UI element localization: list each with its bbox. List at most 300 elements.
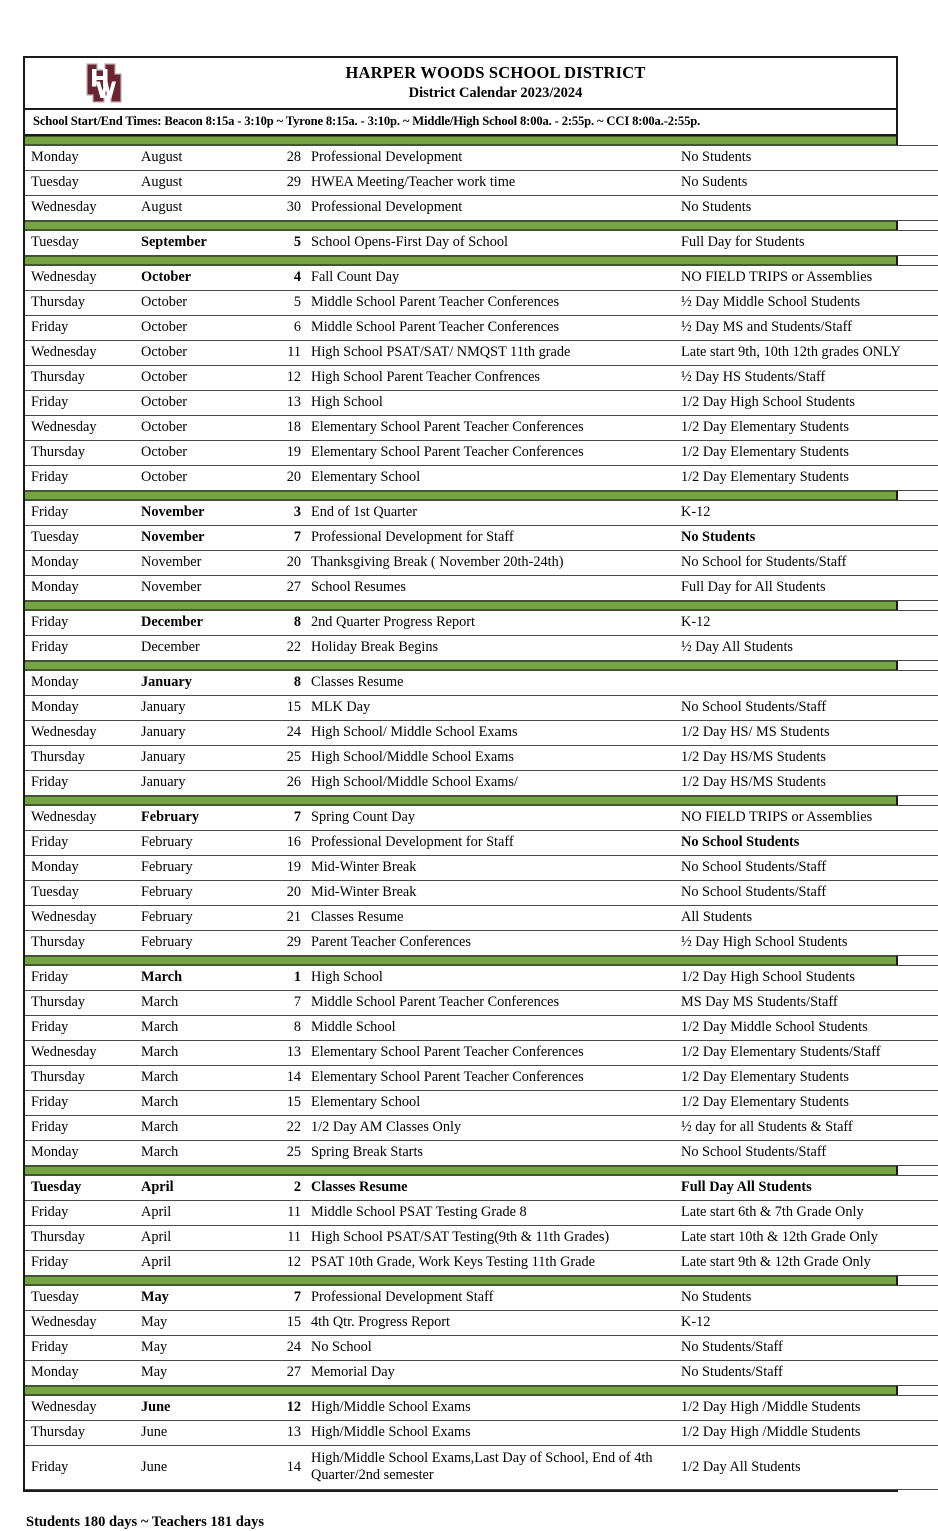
table-row	[25, 291, 938, 316]
cell-date: 20	[250, 881, 305, 906]
cell-note: 1/2 Day Elementary Students	[675, 466, 938, 491]
cell-date: 4	[250, 266, 305, 291]
cell-date: 22	[250, 636, 305, 661]
table-row	[25, 416, 938, 441]
cell-event: Middle School Parent Teacher Conferences	[305, 291, 675, 316]
cell-note: ½ day for all Students & Staff	[675, 1116, 938, 1141]
cell-event: No School	[305, 1336, 675, 1361]
cell-day: Thursday	[25, 991, 135, 1016]
cell-day: Tuesday	[25, 1286, 135, 1311]
cell-date: 11	[250, 341, 305, 366]
cell-note: NO FIELD TRIPS or Assemblies	[675, 266, 938, 291]
table-row	[25, 1226, 938, 1251]
cell-date: 14	[250, 1066, 305, 1091]
cell-event: Thanksgiving Break ( November 20th-24th)	[305, 551, 675, 576]
cell-event: 2nd Quarter Progress Report	[305, 611, 675, 636]
cell-month: October	[135, 316, 250, 341]
cell-day: Tuesday	[25, 1176, 135, 1201]
cell-month: October	[135, 441, 250, 466]
cell-month: February	[135, 806, 250, 831]
month-table-february	[25, 805, 938, 956]
district-title: HARPER WOODS SCHOOL DISTRICT	[345, 62, 646, 82]
cell-event: High School/Middle School Exams/	[305, 771, 675, 796]
cell-event: Elementary School Parent Teacher Conferences	[305, 1066, 675, 1091]
cell-date: 19	[250, 441, 305, 466]
cell-note: 1/2 Day High /Middle Students	[675, 1421, 938, 1446]
table-row	[25, 1286, 938, 1311]
cell-note: No School Students/Staff	[675, 1141, 938, 1166]
cell-date: 25	[250, 1141, 305, 1166]
cell-event: Middle School Parent Teacher Conferences	[305, 991, 675, 1016]
cell-date: 3	[250, 501, 305, 526]
cell-day: Wednesday	[25, 1311, 135, 1336]
cell-day: Monday	[25, 696, 135, 721]
cell-day: Wednesday	[25, 906, 135, 931]
cell-day: Monday	[25, 146, 135, 171]
month-divider-february	[25, 796, 896, 805]
cell-event: Classes Resume	[305, 671, 675, 696]
cell-month: June	[135, 1396, 250, 1421]
cell-note: 1/2 Day HS/ MS Students	[675, 721, 938, 746]
cell-date: 13	[250, 1041, 305, 1066]
cell-month: March	[135, 1116, 250, 1141]
cell-day: Friday	[25, 501, 135, 526]
cell-date: 11	[250, 1201, 305, 1226]
cell-note: 1/2 Day All Students	[675, 1446, 938, 1490]
cell-date: 8	[250, 1016, 305, 1041]
cell-date: 18	[250, 416, 305, 441]
cell-event: High School	[305, 966, 675, 991]
table-row	[25, 1311, 938, 1336]
cell-month: November	[135, 501, 250, 526]
cell-event: Memorial Day	[305, 1361, 675, 1386]
cell-month: August	[135, 196, 250, 221]
month-divider-september	[25, 221, 896, 230]
cell-month: June	[135, 1421, 250, 1446]
cell-day: Friday	[25, 966, 135, 991]
table-row	[25, 501, 938, 526]
cell-event: Spring Break Starts	[305, 1141, 675, 1166]
cell-note: No Students/Staff	[675, 1361, 938, 1386]
cell-note: No Students	[675, 196, 938, 221]
cell-day: Wednesday	[25, 1396, 135, 1421]
cell-day: Thursday	[25, 1226, 135, 1251]
cell-month: January	[135, 771, 250, 796]
cell-date: 13	[250, 391, 305, 416]
table-row	[25, 856, 938, 881]
month-table-december	[25, 610, 938, 661]
month-table-march	[25, 965, 938, 1166]
table-row	[25, 881, 938, 906]
cell-note: 1/2 Day HS/MS Students	[675, 746, 938, 771]
cell-day: Wednesday	[25, 416, 135, 441]
cell-note: Full Day for All Students	[675, 576, 938, 601]
cell-event: Professional Development	[305, 146, 675, 171]
cell-month: March	[135, 1066, 250, 1091]
table-row	[25, 1116, 938, 1141]
cell-month: August	[135, 146, 250, 171]
school-times-bar: School Start/End Times: Beacon 8:15a - 3:10p ~ Tyrone 8:15a. - 3:10p. ~ Middle/High School 8:00a. - 2:55p. ~ CCI 8:00a.-2:55p.	[25, 110, 896, 136]
table-row	[25, 906, 938, 931]
month-divider-october	[25, 256, 896, 265]
cell-date: 24	[250, 1336, 305, 1361]
table-row	[25, 1421, 938, 1446]
table-row	[25, 266, 938, 291]
table-row	[25, 1361, 938, 1386]
cell-note: MS Day MS Students/Staff	[675, 991, 938, 1016]
table-row	[25, 526, 938, 551]
cell-date: 8	[250, 671, 305, 696]
cell-event: Elementary School	[305, 1091, 675, 1116]
month-table-april	[25, 1175, 938, 1276]
table-row	[25, 551, 938, 576]
cell-event: High/Middle School Exams,Last Day of School, End of 4th Quarter/2nd semester	[305, 1446, 675, 1490]
cell-note: No Students	[675, 526, 938, 551]
cell-day: Tuesday	[25, 231, 135, 256]
month-table-october	[25, 265, 938, 491]
cell-date: 15	[250, 696, 305, 721]
cell-note: ½ Day MS and Students/Staff	[675, 316, 938, 341]
days-summary-footer: Students 180 days ~ Teachers 181 days	[26, 1514, 264, 1530]
cell-event: High School Parent Teacher Confrences	[305, 366, 675, 391]
cell-day: Friday	[25, 1016, 135, 1041]
cell-day: Wednesday	[25, 806, 135, 831]
cell-note: 1/2 Day High School Students	[675, 966, 938, 991]
cell-date: 19	[250, 856, 305, 881]
cell-date: 20	[250, 466, 305, 491]
cell-date: 5	[250, 231, 305, 256]
cell-date: 7	[250, 991, 305, 1016]
cell-note: No School Students	[675, 831, 938, 856]
cell-day: Wednesday	[25, 1041, 135, 1066]
cell-day: Monday	[25, 1361, 135, 1386]
cell-date: 7	[250, 526, 305, 551]
cell-note: 1/2 Day High School Students	[675, 391, 938, 416]
cell-month: February	[135, 831, 250, 856]
cell-day: Thursday	[25, 441, 135, 466]
table-row	[25, 611, 938, 636]
cell-day: Friday	[25, 1116, 135, 1141]
cell-date: 20	[250, 551, 305, 576]
month-divider-june	[25, 1386, 896, 1395]
cell-day: Thursday	[25, 366, 135, 391]
cell-day: Wednesday	[25, 196, 135, 221]
cell-event: Elementary School	[305, 466, 675, 491]
cell-day: Friday	[25, 316, 135, 341]
cell-month: March	[135, 991, 250, 1016]
cell-date: 28	[250, 146, 305, 171]
table-row	[25, 636, 938, 661]
cell-event: High/Middle School Exams	[305, 1421, 675, 1446]
cell-date: 29	[250, 931, 305, 956]
table-row	[25, 466, 938, 491]
cell-month: October	[135, 466, 250, 491]
cell-event: High/Middle School Exams	[305, 1396, 675, 1421]
month-divider-december	[25, 601, 896, 610]
cell-day: Friday	[25, 636, 135, 661]
cell-note: 1/2 Day Middle School Students	[675, 1016, 938, 1041]
cell-event: High School PSAT/SAT Testing(9th & 11th Grades)	[305, 1226, 675, 1251]
month-divider-january	[25, 661, 896, 670]
cell-note: ½ Day High School Students	[675, 931, 938, 956]
cell-day: Thursday	[25, 931, 135, 956]
cell-event: Mid-Winter Break	[305, 881, 675, 906]
table-row	[25, 1251, 938, 1276]
cell-month: November	[135, 551, 250, 576]
table-row	[25, 831, 938, 856]
cell-note: ½ Day HS Students/Staff	[675, 366, 938, 391]
cell-event: PSAT 10th Grade, Work Keys Testing 11th Grade	[305, 1251, 675, 1276]
cell-month: October	[135, 291, 250, 316]
table-row	[25, 316, 938, 341]
cell-note: No Students/Staff	[675, 1336, 938, 1361]
calendar-groups	[25, 136, 901, 1490]
table-row	[25, 746, 938, 771]
cell-month: February	[135, 856, 250, 881]
cell-month: November	[135, 576, 250, 601]
cell-note: ½ Day Middle School Students	[675, 291, 938, 316]
cell-day: Wednesday	[25, 721, 135, 746]
cell-date: 11	[250, 1226, 305, 1251]
cell-day: Friday	[25, 391, 135, 416]
cell-month: December	[135, 611, 250, 636]
cell-date: 27	[250, 1361, 305, 1386]
cell-date: 12	[250, 1396, 305, 1421]
cell-month: April	[135, 1226, 250, 1251]
cell-event: School Opens-First Day of School	[305, 231, 675, 256]
cell-date: 14	[250, 1446, 305, 1490]
cell-month: March	[135, 1041, 250, 1066]
cell-event: Elementary School Parent Teacher Conferences	[305, 1041, 675, 1066]
calendar-subtitle: District Calendar 2023/2024	[408, 85, 583, 102]
cell-month: August	[135, 171, 250, 196]
cell-note: 1/2 Day Elementary Students/Staff	[675, 1041, 938, 1066]
cell-date: 21	[250, 906, 305, 931]
cell-event: Professional Development	[305, 196, 675, 221]
cell-month: May	[135, 1286, 250, 1311]
cell-note: Late start 9th & 12th Grade Only	[675, 1251, 938, 1276]
cell-date: 5	[250, 291, 305, 316]
cell-note: No Students	[675, 1286, 938, 1311]
cell-date: 30	[250, 196, 305, 221]
cell-note: Late start 6th & 7th Grade Only	[675, 1201, 938, 1226]
cell-note: No School for Students/Staff	[675, 551, 938, 576]
cell-note: NO FIELD TRIPS or Assemblies	[675, 806, 938, 831]
cell-event: 4th Qtr. Progress Report	[305, 1311, 675, 1336]
cell-note: No Students	[675, 146, 938, 171]
cell-note: No School Students/Staff	[675, 696, 938, 721]
table-row	[25, 1066, 938, 1091]
cell-note: 1/2 Day Elementary Students	[675, 441, 938, 466]
table-row	[25, 991, 938, 1016]
cell-day: Friday	[25, 771, 135, 796]
cell-note: 1/2 Day Elementary Students	[675, 416, 938, 441]
table-row	[25, 1201, 938, 1226]
month-divider-march	[25, 956, 896, 965]
cell-month: December	[135, 636, 250, 661]
cell-month: January	[135, 696, 250, 721]
cell-event: Classes Resume	[305, 906, 675, 931]
cell-day: Monday	[25, 1141, 135, 1166]
cell-note: No Sudents	[675, 171, 938, 196]
table-row	[25, 1176, 938, 1201]
cell-event: Mid-Winter Break	[305, 856, 675, 881]
cell-month: November	[135, 526, 250, 551]
cell-day: Monday	[25, 671, 135, 696]
cell-day: Friday	[25, 1201, 135, 1226]
cell-date: 29	[250, 171, 305, 196]
month-table-may	[25, 1285, 938, 1386]
cell-note: Full Day for Students	[675, 231, 938, 256]
table-row	[25, 1446, 938, 1490]
cell-month: October	[135, 366, 250, 391]
cell-day: Monday	[25, 576, 135, 601]
cell-day: Friday	[25, 1091, 135, 1116]
cell-month: April	[135, 1176, 250, 1201]
cell-day: Friday	[25, 1446, 135, 1490]
cell-date: 6	[250, 316, 305, 341]
cell-month: January	[135, 746, 250, 771]
table-row	[25, 771, 938, 796]
table-row	[25, 341, 938, 366]
table-row	[25, 1016, 938, 1041]
cell-date: 12	[250, 366, 305, 391]
cell-event: Elementary School Parent Teacher Conferences	[305, 441, 675, 466]
cell-month: March	[135, 1141, 250, 1166]
cell-month: March	[135, 1091, 250, 1116]
cell-day: Monday	[25, 551, 135, 576]
cell-event: High School PSAT/SAT/ NMQST 11th grade	[305, 341, 675, 366]
district-logo-cell	[29, 62, 179, 104]
cell-event: Fall Count Day	[305, 266, 675, 291]
cell-event: Professional Development for Staff	[305, 831, 675, 856]
table-row	[25, 1141, 938, 1166]
table-row	[25, 146, 938, 171]
cell-note: No School Students/Staff	[675, 856, 938, 881]
cell-date: 12	[250, 1251, 305, 1276]
cell-month: June	[135, 1446, 250, 1490]
cell-day: Wednesday	[25, 341, 135, 366]
cell-date: 24	[250, 721, 305, 746]
cell-note: Full Day All Students	[675, 1176, 938, 1201]
cell-note: K-12	[675, 501, 938, 526]
table-row	[25, 231, 938, 256]
cell-event: Middle School	[305, 1016, 675, 1041]
table-row	[25, 196, 938, 221]
month-divider-april	[25, 1166, 896, 1175]
cell-date: 26	[250, 771, 305, 796]
cell-note	[675, 671, 938, 696]
calendar-document	[23, 56, 901, 1492]
cell-event: 1/2 Day AM Classes Only	[305, 1116, 675, 1141]
cell-event: Middle School PSAT Testing Grade 8	[305, 1201, 675, 1226]
cell-event: High School/Middle School Exams	[305, 746, 675, 771]
cell-month: January	[135, 671, 250, 696]
cell-month: September	[135, 231, 250, 256]
cell-event: HWEA Meeting/Teacher work time	[305, 171, 675, 196]
month-table-august	[25, 145, 938, 221]
table-row	[25, 696, 938, 721]
cell-day: Wednesday	[25, 266, 135, 291]
cell-day: Monday	[25, 856, 135, 881]
cell-event: Classes Resume	[305, 1176, 675, 1201]
month-divider-august	[25, 136, 896, 145]
cell-date: 13	[250, 1421, 305, 1446]
cell-event: Professional Development for Staff	[305, 526, 675, 551]
table-row	[25, 671, 938, 696]
cell-month: October	[135, 341, 250, 366]
cell-month: March	[135, 1016, 250, 1041]
cell-date: 7	[250, 806, 305, 831]
cell-month: October	[135, 391, 250, 416]
table-row	[25, 366, 938, 391]
cell-note: Late start 10th & 12th Grade Only	[675, 1226, 938, 1251]
cell-date: 15	[250, 1311, 305, 1336]
cell-month: January	[135, 721, 250, 746]
cell-note: Late start 9th, 10th 12th grades ONLY	[675, 341, 938, 366]
cell-day: Thursday	[25, 1066, 135, 1091]
cell-event: Spring Count Day	[305, 806, 675, 831]
cell-date: 8	[250, 611, 305, 636]
table-row	[25, 171, 938, 196]
cell-month: March	[135, 966, 250, 991]
table-row	[25, 806, 938, 831]
cell-date: 16	[250, 831, 305, 856]
cell-month: May	[135, 1311, 250, 1336]
table-row	[25, 931, 938, 956]
cell-month: April	[135, 1251, 250, 1276]
cell-day: Friday	[25, 466, 135, 491]
cell-note: K-12	[675, 611, 938, 636]
cell-event: Holiday Break Begins	[305, 636, 675, 661]
cell-date: 25	[250, 746, 305, 771]
cell-note: 1/2 Day High /Middle Students	[675, 1396, 938, 1421]
cell-event: End of 1st Quarter	[305, 501, 675, 526]
cell-event: MLK Day	[305, 696, 675, 721]
cell-note: 1/2 Day Elementary Students	[675, 1066, 938, 1091]
table-row	[25, 1396, 938, 1421]
table-row	[25, 391, 938, 416]
month-table-november	[25, 500, 938, 601]
cell-event: School Resumes	[305, 576, 675, 601]
cell-month: October	[135, 266, 250, 291]
cell-date: 22	[250, 1116, 305, 1141]
cell-month: February	[135, 906, 250, 931]
month-table-september	[25, 230, 938, 256]
table-row	[25, 966, 938, 991]
cell-month: May	[135, 1361, 250, 1386]
cell-day: Tuesday	[25, 171, 135, 196]
table-row	[25, 721, 938, 746]
cell-event: Professional Development Staff	[305, 1286, 675, 1311]
month-table-january	[25, 670, 938, 796]
cell-month: February	[135, 881, 250, 906]
cell-day: Thursday	[25, 1421, 135, 1446]
cell-day: Friday	[25, 611, 135, 636]
cell-day: Thursday	[25, 291, 135, 316]
cell-note: All Students	[675, 906, 938, 931]
cell-date: 15	[250, 1091, 305, 1116]
cell-date: 27	[250, 576, 305, 601]
table-row	[25, 1041, 938, 1066]
table-row	[25, 1091, 938, 1116]
masthead-title-block	[179, 63, 892, 103]
cell-day: Friday	[25, 831, 135, 856]
cell-day: Friday	[25, 1336, 135, 1361]
cell-event: Elementary School Parent Teacher Conferences	[305, 416, 675, 441]
cell-note: No School Students/Staff	[675, 881, 938, 906]
masthead	[25, 58, 896, 110]
